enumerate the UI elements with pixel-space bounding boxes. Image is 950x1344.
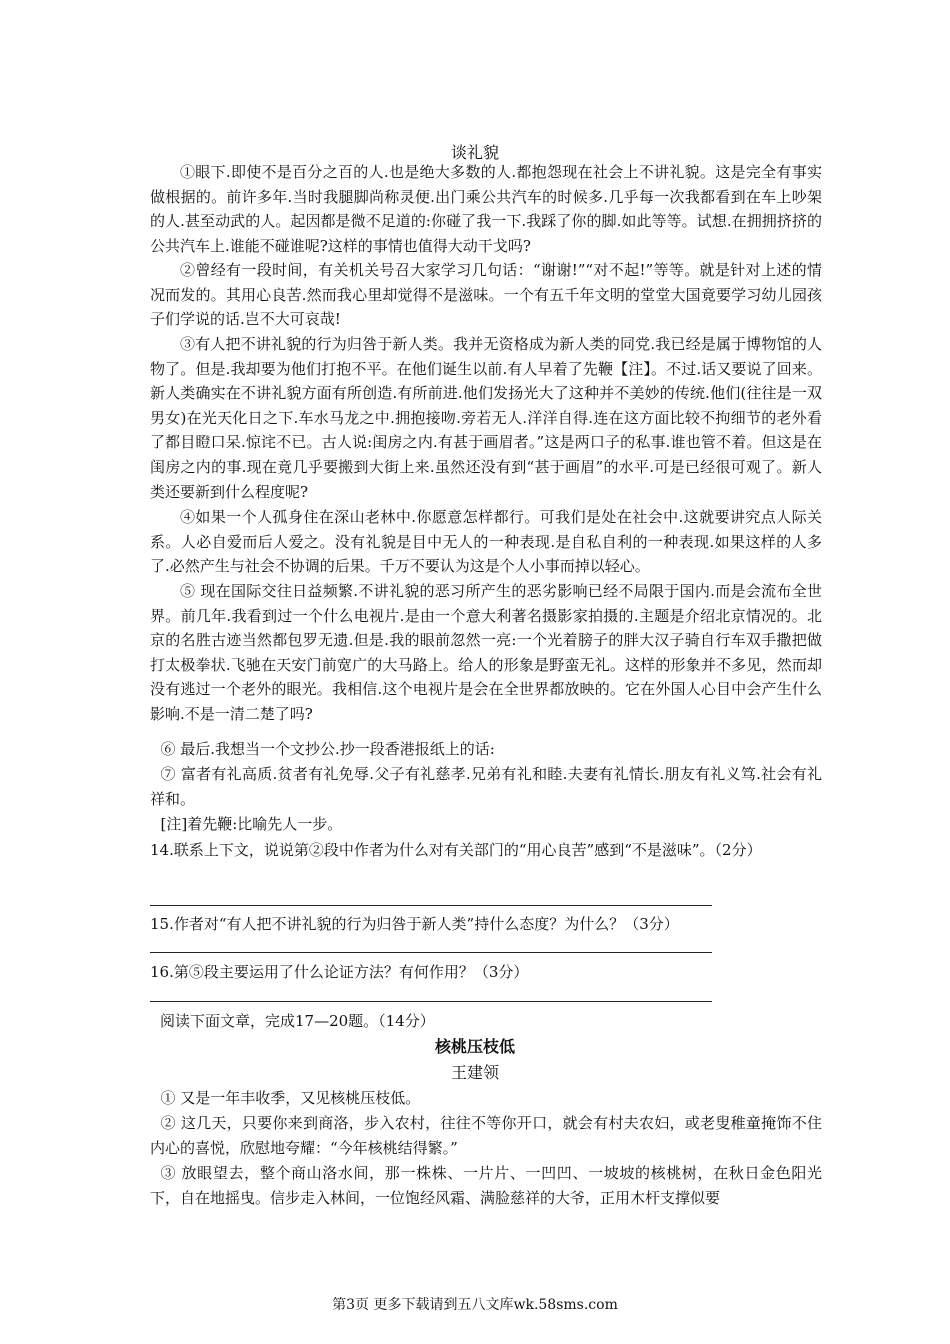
essay-note: [注]着先鞭:比喻先人一步。 [160, 815, 343, 833]
question-15: 15.作者对“有人把不讲礼貌的行为归咎于新人类”持什么态度？为什么？（3分） [150, 915, 679, 933]
article-paragraph-1: ① 又是一年丰收季，又见核桃压枝低。 [160, 1089, 421, 1107]
article-author: 王建领 [450, 1063, 499, 1082]
essay-title: 谈礼貌 [450, 143, 499, 162]
question-16: 16.第⑤段主要运用了什么论证方法？有何作用？（3分） [150, 963, 529, 981]
essay-paragraph-1: ①眼下.即使不是百分之百的人.也是绝大多数的人.都抱怨现在社会上不讲礼貌。这是完全有事实做根据的。前许多年.当时我腿脚尚称灵便.出门乘公共汽车的时候多.几乎每一次我都看到在车上吵架的人.甚至动武的人。起因都是微不足道的:你碰了我一下.我踩了你的脚.如此等等。试想.在拥拥挤挤的公共汽车上.谁能不碰谁呢?这样的事情也值得大动干戈吗? [150, 163, 822, 255]
article-title: 核桃压枝低 [434, 1037, 515, 1056]
answer-line-15[interactable] [150, 952, 712, 953]
answer-line-16[interactable] [150, 1001, 712, 1002]
essay-paragraph-5: ⑤ 现在国际交往日益频繁.不讲礼貌的恶习所产生的恶劣影响已经不局限于国内.而是会流布全世界。前几年.我看到过一个什么电视片.是由一个意大利著名摄影家拍摄的.主题是介绍北京情况的。北京的名胜古迹当然都包罗无遗.但是.我的眼前忽然一亮:一个光着膀子的胖大汉子骑自行车双手撒把做打太极拳状.飞驰在天安门前宽广的大马路上。给人的形象是野蛮无礼。这样的形象并不多见，然而却没有逃过一个老外的眼光。我相信.这个电视片是会在全世界都放映的。它在外国人心目中会产生什么影响.不是一清二楚了吗? [150, 582, 822, 723]
essay-paragraph-2: ②曾经有一段时间，有关机关号召大家学习几句话：“谢谢!”“对不起!”等等。就是针对上述的情况而发的。其用心良苦.然而我心里却觉得不是滋味。一个有五千年文明的堂堂大国竟要学习幼儿园孩子们学说的话.岂不大可哀哉! [150, 261, 822, 329]
page-footer: 第3页 更多下载请到五八文库wk.58sms.com [332, 1297, 618, 1313]
answer-line-14[interactable] [150, 905, 712, 906]
section-instruction: 阅读下面文章，完成17—20题。（14分） [160, 1012, 435, 1030]
article-paragraph-3: ③ 放眼望去，整个商山洛水间，那一株株、一片片、一凹凹、一坡坡的核桃树，在秋日金色阳光下，自在地摇曳。信步走入林间，一位饱经风霜、满脸慈祥的大爷，正用木杆支撑似要 [150, 1164, 822, 1207]
essay-paragraph-3: ③有人把不讲礼貌的行为归咎于新人类。我并无资格成为新人类的同党.我已经是属于博物馆的人物了。但是.我却要为他们打抱不平。在他们诞生以前.有人早着了先鞭【注】。不过.话又要说了回来。新人类确实在不讲礼貌方面有所创造.有所前进.他们发扬光大了这种并不美妙的传统.他们(往往是一双男女)在光天化日之下.车水马龙之中.拥抱接吻.旁若无人.洋洋自得.连在这方面比较不拘细节的老外看了都目瞪口呆.惊诧不已。古人说:闺房之内.有甚于画眉者。”这是两口子的私事.谁也管不着。但这是在闺房之内的事.现在竟几乎要搬到大街上来.虽然还没有到“甚于画眉”的水平.可是已经很可观了。新人类还要新到什么程度呢? [150, 335, 822, 501]
question-14: 14.联系上下文，说说第②段中作者为什么对有关部门的“用心良苦”感到“不是滋味”。（2分） [150, 841, 762, 859]
essay-paragraph-4: ④如果一个人孤身住在深山老林中.你愿意怎样都行。可我们是处在社会中.这就要讲究点人际关系。人必自爱而后人爱之。没有礼貌是目中无人的一种表现.是自私自利的一种表现.如果这样的人多了.必然产生与社会不协调的后果。千万不要认为这是个人小事而掉以轻心。 [150, 508, 822, 576]
article-paragraph-2: ② 这几天，只要你来到商洛，步入农村，往往不等你开口，就会有村夫农妇，或老叟稚童掩饰不住内心的喜悦，欣慰地夸耀：“今年核桃结得繁。” [150, 1114, 822, 1157]
essay-paragraph-7: ⑦ 富者有礼高质.贫者有礼免辱.父子有礼慈孝.兄弟有礼和睦.夫妻有礼情长.朋友有礼义笃.社会有礼祥和。 [150, 765, 822, 808]
essay-paragraph-6: ⑥ 最后.我想当一个文抄公.抄一段香港报纸上的话: [160, 740, 495, 758]
